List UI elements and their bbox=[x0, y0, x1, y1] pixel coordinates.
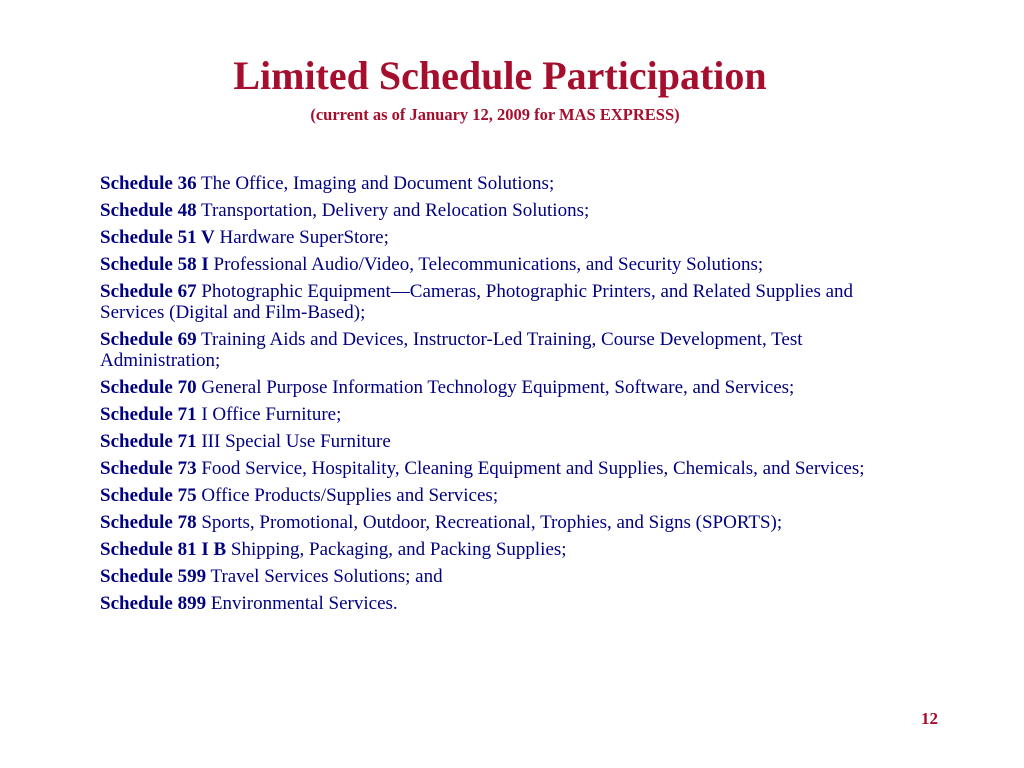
schedule-number: Schedule 599 bbox=[100, 566, 207, 587]
schedule-item bbox=[100, 281, 920, 323]
schedule-description: The Office, Imaging and Document Solutions; bbox=[201, 173, 555, 194]
slide-subtitle: (current as of January 12, 2009 for MAS EXPRESS) bbox=[310, 105, 680, 124]
schedule-description: Hardware SuperStore; bbox=[219, 227, 389, 248]
schedule-number: Schedule 81 I B bbox=[100, 539, 227, 560]
schedule-item bbox=[100, 485, 920, 506]
schedule-description: General Purpose Information Technology Equipment, Software, and Services; bbox=[201, 377, 795, 398]
schedule-item bbox=[100, 512, 920, 533]
schedule-description: Photographic Equipment—Cameras, Photographic Printers, and Related Supplies and Services (Digital and Film-Based); bbox=[100, 281, 854, 323]
schedule-number: Schedule 70 bbox=[100, 377, 197, 398]
schedule-item bbox=[100, 377, 920, 398]
schedule-number: Schedule 69 bbox=[100, 329, 197, 350]
schedule-number: Schedule 78 bbox=[100, 512, 197, 533]
schedule-number: Schedule 58 I bbox=[100, 254, 209, 275]
schedule-item bbox=[100, 458, 920, 479]
schedule-description: Shipping, Packaging, and Packing Supplies; bbox=[230, 539, 567, 560]
schedule-description: Training Aids and Devices, Instructor-Led Training, Course Development, Test Administration; bbox=[100, 329, 803, 371]
schedule-item bbox=[100, 227, 920, 248]
schedule-number: Schedule 899 bbox=[100, 593, 207, 614]
schedule-number: Schedule 71 bbox=[100, 431, 197, 452]
schedule-description: Environmental Services. bbox=[210, 593, 398, 614]
schedule-item bbox=[100, 254, 920, 275]
schedule-item bbox=[100, 200, 920, 221]
schedule-item bbox=[100, 539, 920, 560]
schedule-number: Schedule 75 bbox=[100, 485, 197, 506]
schedule-number: Schedule 51 V bbox=[100, 227, 215, 248]
schedule-item bbox=[100, 593, 920, 614]
schedule-item bbox=[100, 173, 920, 194]
schedule-number: Schedule 48 bbox=[100, 200, 197, 221]
schedule-item bbox=[100, 431, 920, 452]
schedule-description: Transportation, Delivery and Relocation Solutions; bbox=[201, 200, 590, 221]
schedule-number: Schedule 67 bbox=[100, 281, 197, 302]
slide-title: Limited Schedule Participation bbox=[233, 53, 767, 98]
schedule-description: Travel Services Solutions; and bbox=[210, 566, 443, 587]
schedule-item bbox=[100, 329, 920, 371]
schedule-list bbox=[100, 173, 920, 620]
schedule-description: Food Service, Hospitality, Cleaning Equipment and Supplies, Chemicals, and Services; bbox=[201, 458, 865, 479]
schedule-number: Schedule 71 bbox=[100, 404, 197, 425]
schedule-description: Professional Audio/Video, Telecommunications, and Security Solutions; bbox=[213, 254, 764, 275]
schedule-item bbox=[100, 566, 920, 587]
schedule-number: Schedule 73 bbox=[100, 458, 197, 479]
schedule-item bbox=[100, 404, 920, 425]
schedule-description: Office Products/Supplies and Services; bbox=[201, 485, 499, 506]
page-number: 12 bbox=[921, 709, 938, 728]
schedule-description: III Special Use Furniture bbox=[201, 431, 391, 452]
schedule-number: Schedule 36 bbox=[100, 173, 197, 194]
schedule-description: I Office Furniture; bbox=[201, 404, 342, 425]
schedule-description: Sports, Promotional, Outdoor, Recreational, Trophies, and Signs (SPORTS); bbox=[201, 512, 783, 533]
